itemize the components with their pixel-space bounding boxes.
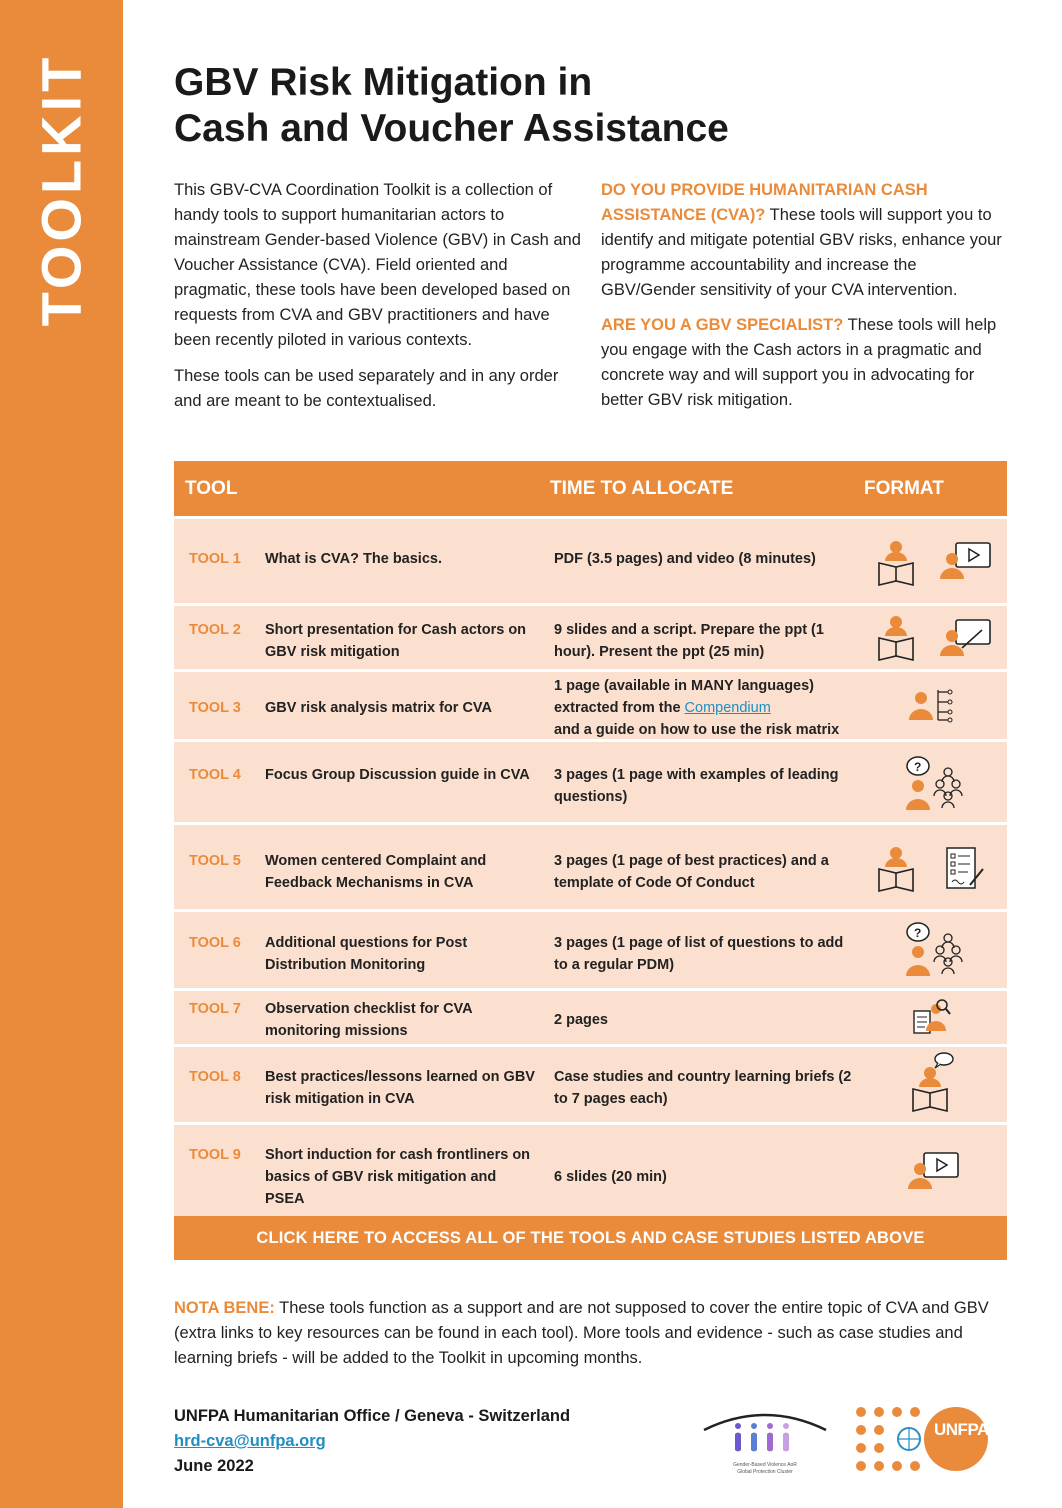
question-gbv-highlight: ARE YOU A GBV SPECIALIST? (601, 316, 844, 334)
tool-name: Short induction for cash frontliners on basics of GBV risk mitigation and PSEA (265, 1147, 531, 1207)
checklist-icon (944, 845, 986, 893)
format-icons (874, 1047, 1007, 1122)
nota-bene (174, 1296, 1014, 1371)
speech-book-icon (910, 1051, 958, 1115)
intro-right-column (601, 178, 1011, 423)
format-icons (874, 825, 1007, 909)
observation-magnifier-icon (912, 997, 952, 1039)
intro-paragraph-2: These tools can be used separately and in any order and are meant to be contextualised. (174, 367, 559, 410)
tool-name: Best practices/lessons learned on GBV risk mitigation in CVA (265, 1069, 535, 1107)
table-row[interactable] (174, 742, 1007, 822)
question-cva-text: These tools will support you to identify and mitigate potential GBV risks, enhance your programme accountability and increase the GBV/Gender sensitivity of your CVA intervention. (601, 206, 1002, 299)
person-book-icon (876, 845, 916, 893)
header-tool: TOOL (185, 478, 238, 499)
table-row[interactable] (174, 1125, 1007, 1216)
tool-time: PDF (3.5 pages) and video (8 minutes) (554, 551, 816, 567)
intro-paragraph-1: This GBV-CVA Coordination Toolkit is a collection of handy tools to support humanitarian actors to mainstream Gender-based Violence (GBV) in Cash and Voucher Assistance (CVA). Field oriented and pragmatic, these tools have been developed based on requests from CVA and GBV practitioners and have been recently piloted in various contexts. (174, 181, 581, 349)
footer-contact (174, 1404, 570, 1479)
svg-text:?: ? (914, 760, 922, 774)
question-cva-highlight: DO YOU PROVIDE HUMANITARIAN CASH ASSISTANCE (CVA)? (601, 181, 928, 224)
table-row[interactable] (174, 1047, 1007, 1122)
question-gbv-text: These tools will help you engage with the Cash actors in a pragmatic and concrete way and will support you in advocating for better GBV risk mitigation. (601, 316, 997, 409)
title-line-2: Cash and Voucher Assistance (174, 107, 729, 150)
tool-number: TOOL 5 (189, 853, 241, 869)
tool-number: TOOL 9 (189, 1147, 241, 1163)
tool-number: TOOL 3 (189, 700, 241, 716)
footer-office: UNFPA Humanitarian Office / Geneva - Switzerland (174, 1407, 571, 1425)
tool-name: Observation checklist for CVA monitoring missions (265, 1001, 473, 1039)
table-row[interactable] (174, 912, 1007, 988)
tool-name: Women centered Complaint and Feedback Mechanisms in CVA (265, 853, 487, 891)
video-presentation-icon (938, 539, 994, 583)
format-icons (874, 672, 1007, 739)
title-line-1: GBV Risk Mitigation in (174, 61, 593, 104)
focus-group-icon (904, 922, 966, 978)
tool-time (554, 675, 874, 741)
focus-group-icon (904, 756, 966, 812)
tool-number: TOOL 1 (189, 551, 241, 567)
header-time: TIME TO ALLOCATE (550, 478, 734, 499)
compendium-link[interactable]: Compendium (684, 700, 771, 716)
format-icons (874, 742, 1007, 822)
tool-number: TOOL 7 (189, 1001, 241, 1017)
tool-time-part-1: 1 page (available in MANY languages) extracted from the (554, 678, 815, 716)
tool-time: 3 pages (1 page with examples of leading questions) (554, 767, 839, 805)
format-icons (874, 912, 1007, 988)
tool-name: Additional questions for Post Distribution Monitoring (265, 935, 468, 973)
tool-number: TOOL 8 (189, 1069, 241, 1085)
access-tools-button[interactable]: CLICK HERE TO ACCESS ALL OF THE TOOLS AND CASE STUDIES LISTED ABOVE (174, 1216, 1007, 1260)
tool-name: What is CVA? The basics. (265, 551, 442, 567)
gbv-aor-logo (700, 1404, 830, 1482)
tools-table (174, 461, 1007, 1219)
tool-number: TOOL 6 (189, 935, 241, 951)
tool-time: 3 pages (1 page of best practices) and a template of Code Of Conduct (554, 853, 829, 891)
table-row[interactable] (174, 519, 1007, 603)
format-icons (874, 991, 1007, 1044)
contact-email-link[interactable]: hrd-cva@unfpa.org (174, 1432, 326, 1450)
tool-name: Focus Group Discussion guide in CVA (265, 767, 530, 783)
gbv-aor-logo-text: Gender-Based Violence AoR (733, 1462, 797, 1468)
tool-time: 9 slides and a script. Prepare the ppt (1 hour). Present the ppt (25 min) (554, 622, 824, 660)
toolkit-label: TOOLKIT (29, 53, 93, 327)
question-gbv (601, 313, 1011, 413)
format-icons (874, 606, 1007, 669)
person-book-icon (876, 614, 916, 662)
format-icons (874, 519, 1007, 603)
tool-time: 2 pages (554, 1012, 608, 1028)
table-row[interactable] (174, 825, 1007, 909)
video-presentation-icon (906, 1149, 962, 1193)
side-band (0, 0, 123, 1508)
question-cva (601, 178, 1011, 303)
svg-text:Global Protection Cluster: Global Protection Cluster (737, 1469, 793, 1475)
person-book-icon (876, 539, 916, 587)
nota-bene-text: These tools function as a support and are not supposed to cover the entire topic of CVA and GBV (extra links to key resources can be found in each tool). More tools and evidence - such as case studies and learning briefs - will be added to the Toolkit in upcoming months. (174, 1299, 989, 1367)
tool-time: 6 slides (20 min) (554, 1169, 667, 1185)
tool-time: Case studies and country learning briefs (2 to 7 pages each) (554, 1069, 852, 1107)
presentation-board-icon (938, 616, 994, 660)
tool-name: GBV risk analysis matrix for CVA (265, 700, 492, 716)
tool-name: Short presentation for Cash actors on GBV risk mitigation (265, 622, 527, 660)
nota-bene-highlight: NOTA BENE: (174, 1299, 275, 1317)
unfpa-logo-text: UNFPA (934, 1420, 989, 1439)
tool-number: TOOL 2 (189, 622, 241, 638)
table-row[interactable] (174, 606, 1007, 669)
svg-text:?: ? (914, 926, 922, 940)
risk-matrix-icon (908, 686, 956, 726)
tool-time-part-2: and a guide on how to use the risk matrix (554, 722, 840, 738)
intro-left-column (174, 178, 584, 425)
table-row[interactable] (174, 672, 1007, 739)
table-row[interactable] (174, 991, 1007, 1044)
page-title (174, 60, 1014, 152)
table-header (174, 461, 1007, 516)
tool-time: 3 pages (1 page of list of questions to add to a regular PDM) (554, 935, 844, 973)
format-icons (874, 1125, 1007, 1216)
footer-date: June 2022 (174, 1457, 254, 1475)
tool-number: TOOL 4 (189, 767, 241, 783)
header-format: FORMAT (864, 478, 944, 499)
